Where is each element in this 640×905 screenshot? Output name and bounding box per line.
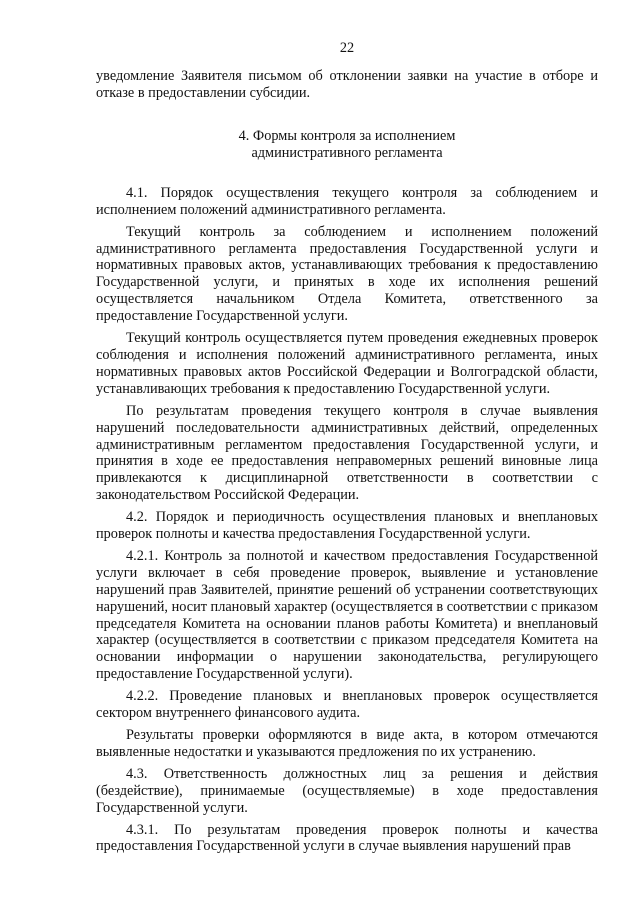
paragraph-current-control: Текущий контроль за соблюдением и исполнением положений административного регламента предоставления Государственной услуги и нормативных правовых актов, устанавливающих требования к предоставлению Государственной услуги, и принятых в ходе их исполнения решений осуществляется начальником Отдела Комитета, ответственного за предоставление Государственной услуги. (96, 223, 598, 325)
paragraph-4-2: 4.2. Порядок и периодичность осуществления плановых и внеплановых проверок полноты и качества предоставления Государственной услуги. (96, 509, 598, 543)
section-title-line-2: административного регламента (251, 145, 443, 162)
paragraph-inspection-results: Результаты проверки оформляются в виде акта, в котором отмечаются выявленные недостатки и указываются предложения по их устранению. (96, 727, 598, 760)
paragraph-4-3: 4.3. Ответственность должностных лиц за решения и действия (бездействие), принимаемые (осуществляемые) в ходе предоставления Государственной услуги. (96, 765, 598, 816)
paragraph-daily-checks: Текущий контроль осуществляется путем проведения ежедневных проверок соблюдения и исполнения положений административного регламента, иных нормативных правовых актов Российской Федерации и Волгоградской области, устанавливающих требования к предоставлению Государственной услуги. (96, 330, 598, 397)
section-title-line-1: 4. Формы контроля за исполнением (238, 127, 456, 144)
paragraph-4-3-1: 4.3.1. По результатам проведения проверок полноты и качества предоставления Государственной услуги в случае выявления нарушений прав (96, 821, 598, 855)
page-number: 22 (339, 40, 355, 56)
intro-paragraph: уведомление Заявителя письмом об отклонении заявки на участие в отборе и отказе в предоставлении субсидии. (96, 68, 598, 101)
document-page (96, 38, 598, 860)
paragraph-4-1: 4.1. Порядок осуществления текущего контроля за соблюдением и исполнением положений административного регламента. (96, 184, 598, 218)
paragraph-4-2-1: 4.2.1. Контроль за полнотой и качеством предоставления Государственной услуги включает в себя проведение проверок, выявление и установление нарушений прав Заявителей, принятие решений об устранении соответствующих нарушений, носит плановый характер (осуществляется в соответствии с приказом председателя Комитета на основании планов работы Комитета) и внеплановый характер (осуществляется в соответствии с приказом председателя Комитета на основании информации о нарушении законодательства, регулирующего предоставление Государственной услуги). (96, 547, 598, 683)
section-heading (96, 128, 598, 163)
paragraph-4-2-2: 4.2.2. Проведение плановых и внеплановых проверок осуществляется сектором внутреннего финансового аудита. (96, 688, 598, 722)
paragraph-violations: По результатам проведения текущего контроля в случае выявления нарушений последовательности административных действий, определенных административным регламентом предоставления Государственной услуги, и принятия в ходе ее предоставления неправомерных решений виновные лица привлекаются к дисциплинарной ответственности в соответствии с законодательством Российской Федерации. (96, 402, 598, 504)
